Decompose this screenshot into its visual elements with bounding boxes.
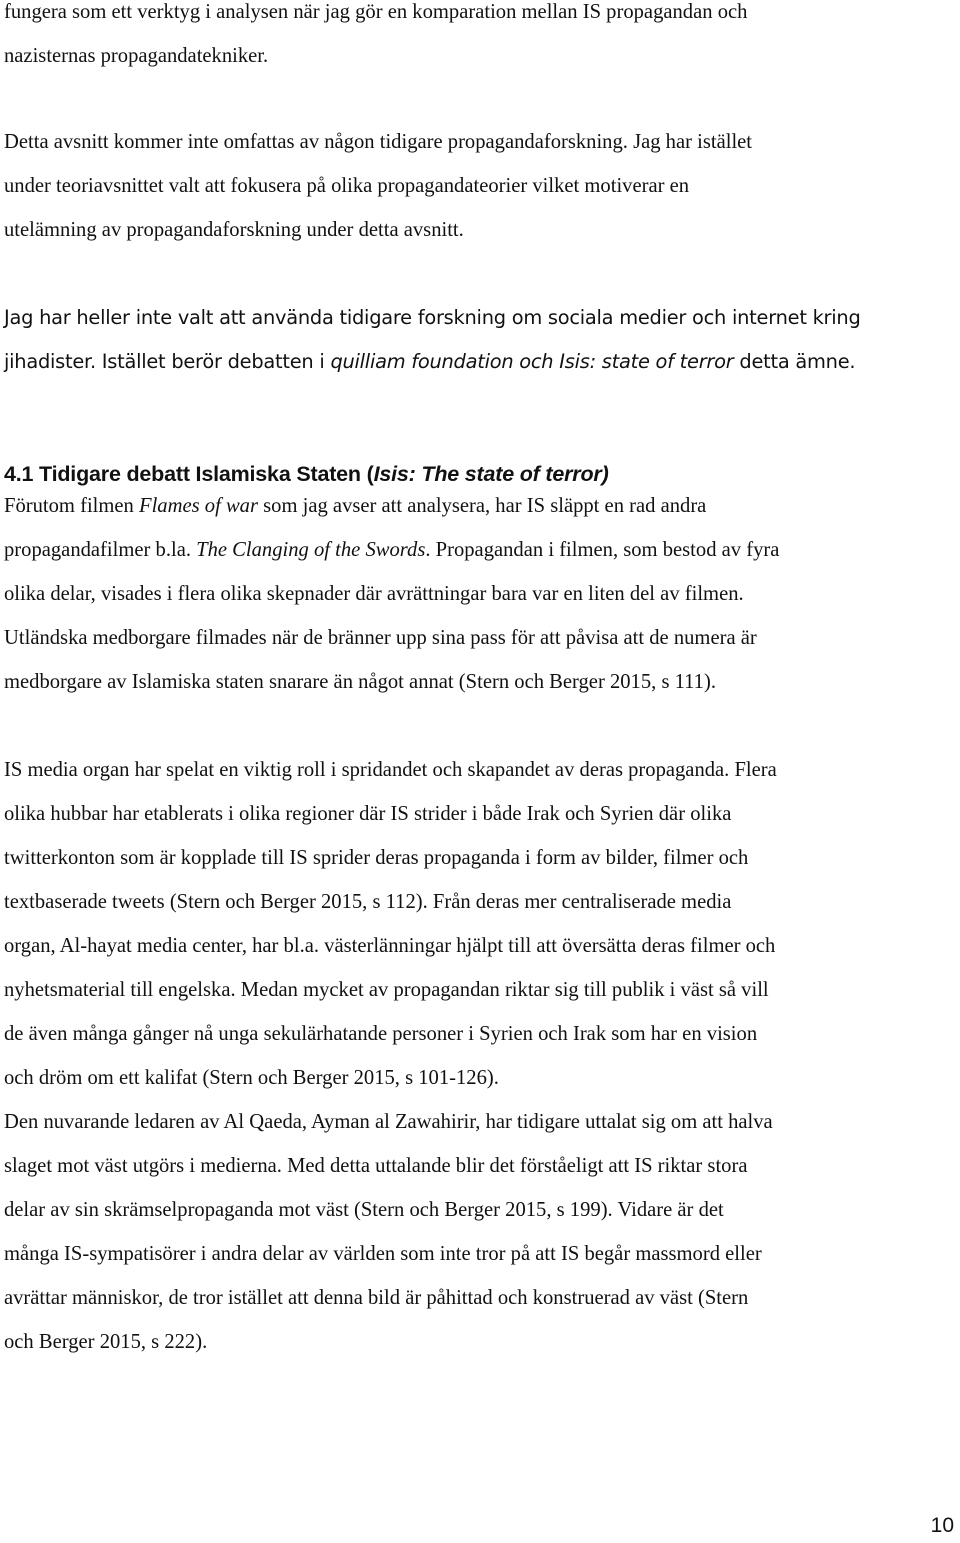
text-line: avrättar människor, de tror istället att denna bild är påhittad och konstruerad av väst (Stern [4,1287,749,1309]
text-line: de även många gånger nå unga sekulärhatande personer i Syrien och Irak som har en vision [4,1023,758,1045]
text-line: nyhetsmaterial till engelska. Medan mycket av propagandan riktar sig till publik i väst så vill [4,979,769,1001]
text-line: Jag har heller inte valt att använda tidigare forskning om sociala medier och internet kring [4,306,861,329]
text-line [4,528,956,572]
paragraph-4 [4,484,956,704]
text-segment: detta ämne. [733,350,856,373]
text-line [4,484,956,528]
text-line [4,340,956,384]
text-segment: propagandafilmer b.la. [4,539,197,561]
italic-title: Flames of war [139,495,258,517]
paragraph-2 [4,120,956,252]
text-line: delar av sin skrämselpropaganda mot väst (Stern och Berger 2015, s 199). Vidare är det [4,1199,724,1221]
italic-title: The Clanging of the Swords [196,539,426,561]
text-line: Utländska medborgare filmades när de bränner upp sina pass för att påvisa att de numera är [4,627,757,649]
text-line: fungera som ett verktyg i analysen när jag gör en komparation mellan IS propagandan och [4,1,748,23]
text-line: under teoriavsnittet valt att fokusera på olika propagandateorier vilket motiverar en [4,175,690,197]
text-line: och Berger 2015, s 222). [4,1331,208,1353]
paragraph-1 [4,0,956,78]
text-line: slaget mot väst utgörs i medierna. Med detta uttalande blir det förståeligt att IS riktar stora [4,1155,748,1177]
text-line: IS media organ har spelat en viktig roll i spridandet och skapandet av deras propaganda. Flera [4,759,777,781]
text-line: nazisternas propagandatekniker. [4,45,269,67]
text-line: textbaserade tweets (Stern och Berger 2015, s 112). Från deras mer centraliserade media [4,891,732,913]
text-line: olika delar, visades i flera olika skepnader där avrättningar bara var en liten del av filmen. [4,583,744,605]
text-line: olika hubbar har etablerats i olika regioner där IS strider i både Irak och Syrien där olika [4,803,732,825]
heading-text: 4.1 Tidigare debatt Islamiska Staten ( [4,462,374,486]
text-line: organ, Al-hayat media center, har bl.a. västerlänningar hjälpt till att översätta deras filmer och [4,935,776,957]
page-number: 10 [930,1514,954,1537]
paragraph-5 [4,748,956,1364]
text-line: utelämning av propagandaforskning under detta avsnitt. [4,219,464,241]
heading-italic-text: Isis: The state of terror) [373,462,609,486]
text-line: twitterkonton som är kopplade till IS sprider deras propaganda i form av bilder, filmer och [4,847,749,869]
paragraph-3 [4,296,956,384]
text-segment: . Propagandan i filmen, som bestod av fyra [425,539,780,561]
text-line: Detta avsnitt kommer inte omfattas av någon tidigare propagandaforskning. Jag har istället [4,131,753,153]
text-segment: Förutom filmen [4,495,139,517]
text-line: många IS-sympatisörer i andra delar av världen som inte tror på att IS begår massmord eller [4,1243,762,1265]
text-line: och dröm om ett kalifat (Stern och Berger 2015, s 101-126). [4,1067,499,1089]
text-segment: som jag avser att analysera, har IS släppt en rad andra [258,495,707,517]
text-segment: jihadister. Istället berör debatten i [4,350,331,373]
italic-title: quilliam foundation och Isis: state of terror [330,350,734,373]
text-line: medborgare av Islamiska staten snarare än något annat (Stern och Berger 2015, s 111). [4,671,716,693]
text-line: Den nuvarande ledaren av Al Qaeda, Ayman al Zawahirir, har tidigare uttalat sig om att halva [4,1111,773,1133]
